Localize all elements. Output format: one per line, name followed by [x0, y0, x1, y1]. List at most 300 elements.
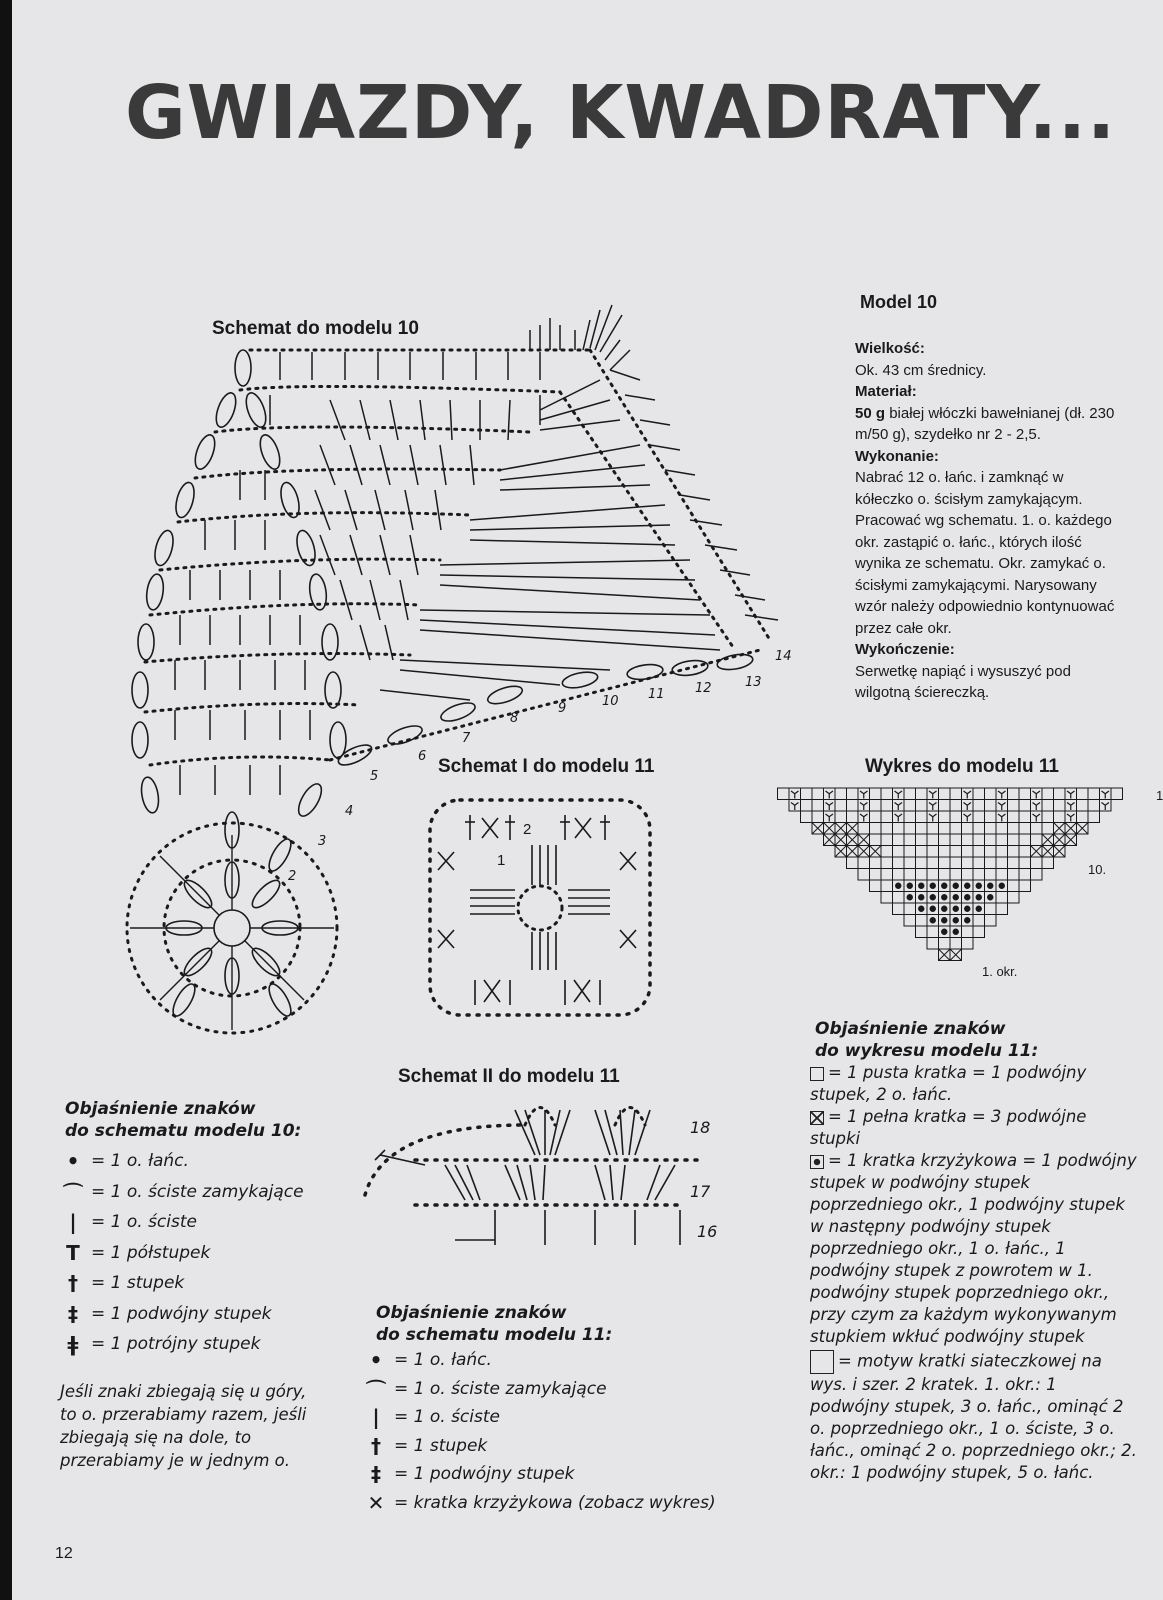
chart-cell — [939, 788, 951, 800]
legend-text: = 1 o. ściste — [394, 1407, 500, 1428]
dot-mark — [941, 906, 947, 912]
chain-symbol: • — [369, 1348, 383, 1373]
chart-cell — [847, 800, 859, 812]
chart-cell — [950, 800, 962, 812]
chart-cell — [1008, 800, 1020, 812]
cross-mark — [824, 823, 836, 835]
v-mark — [791, 791, 799, 799]
round-label: 10 — [602, 694, 619, 709]
schema11-2-title: Schemat II do modelu 11 — [398, 1066, 620, 1087]
chart-cell — [973, 846, 985, 858]
legend11-title-line2: do schematu modelu 11: — [376, 1325, 613, 1345]
chart-cell — [985, 903, 997, 915]
chart-cell — [985, 846, 997, 858]
dot-mark — [953, 929, 959, 935]
chart-cell — [1008, 811, 1020, 823]
legend-text: = 1 półstupek — [91, 1242, 211, 1263]
chart-cell — [962, 834, 974, 846]
legend-chart11-title-line1: Objaśnienie znaków — [815, 1019, 1006, 1039]
model10-description — [855, 338, 1125, 704]
chart-cell — [1019, 811, 1031, 823]
v-mark — [929, 791, 937, 799]
v-mark — [964, 803, 972, 811]
v-mark — [964, 814, 972, 822]
legend10-title-line1: Objaśnienie znaków — [65, 1099, 256, 1119]
legend-item — [55, 1207, 304, 1238]
chart-cell — [1008, 788, 1020, 800]
chart-cell — [916, 857, 928, 869]
chart-cell — [939, 823, 951, 835]
legend-text: = 1 o. łańc. — [91, 1151, 189, 1172]
single-crochet-symbol: | — [69, 1210, 77, 1235]
chart-cell — [939, 834, 951, 846]
round-label: 8 — [510, 711, 519, 726]
chart-cell — [973, 800, 985, 812]
v-mark — [929, 814, 937, 822]
dot-mark — [953, 906, 959, 912]
chart-cell — [778, 788, 790, 800]
round-label: 12 — [695, 681, 712, 696]
v-mark — [1067, 803, 1075, 811]
schema-label: 16 — [697, 1222, 718, 1241]
legend-text: = 1 stupek — [394, 1435, 488, 1456]
chart-cell — [1008, 880, 1020, 892]
schema-label: 17 — [690, 1182, 711, 1201]
legend-text: = 1 podwójny stupek — [394, 1464, 575, 1485]
dot-mark — [964, 906, 970, 912]
legend-item — [358, 1460, 716, 1489]
chart-cell — [1008, 857, 1020, 869]
chart-cell — [881, 892, 893, 904]
chart-cell — [916, 834, 928, 846]
chart11-row1-label: 1. okr. — [982, 964, 1018, 979]
v-mark — [895, 803, 903, 811]
chart-cell — [1054, 800, 1066, 812]
cross-mark — [1031, 846, 1043, 858]
chart-cell — [950, 846, 962, 858]
full-square-icon — [810, 1111, 824, 1125]
model10-title: Model 10 — [860, 292, 938, 312]
dot-mark — [918, 906, 924, 912]
chart-cell — [950, 823, 962, 835]
dot-mark — [930, 917, 936, 923]
legend-text: = motyw kratki siateczkowej na wys. i szer. 2 kratek. 1. okr.: 1 podwójny stupek, 3 o. łańc., ominąć 2 o. poprzedniego okr., 1 o. ściste, 3 o. łańc., ominąć 2 o. poprzedniego okr.; 2. okr.: 1 podwójny stupek, 5 o. łańc. — [810, 1351, 1137, 1482]
treble-symbol: ‡ — [371, 1462, 381, 1487]
dot-mark — [976, 894, 982, 900]
finish-text: Serwetkę napiąć i wysuszyć pod wilgotną ściereczką. — [855, 662, 1071, 701]
slip-stitch-symbol: ⌒ — [63, 1181, 83, 1206]
execution-text: Nabrać 12 o. łańc. i zamknąć w kółeczko o. ścisłym zamykającym. Pracować wg schematu. 1. o. każdego okr. zastąpić o. łańc., których ilość wynika ze schematu. Okr. zamykać o. ścisłymi zamykającymi. Narysowany wzór należy odpowiednio kontynuować przez całe okr. — [855, 469, 1115, 637]
schema11-2-diagram — [355, 1085, 755, 1270]
dot-mark — [999, 883, 1005, 889]
chart-cell — [985, 800, 997, 812]
chart-cell — [916, 800, 928, 812]
v-mark — [860, 814, 868, 822]
v-mark — [826, 791, 834, 799]
chart-cell — [812, 811, 824, 823]
chart-cell — [858, 869, 870, 881]
chart-cell — [870, 857, 882, 869]
chart-cell — [1111, 788, 1123, 800]
chart-cell — [985, 857, 997, 869]
chart-cell — [996, 823, 1008, 835]
dot-mark — [941, 894, 947, 900]
chart-cell — [1077, 788, 1089, 800]
chart-cell — [927, 846, 939, 858]
v-mark — [964, 791, 972, 799]
legend-text: = 1 potrójny stupek — [91, 1334, 261, 1355]
chart-cell — [916, 823, 928, 835]
empty-square-icon — [810, 1067, 824, 1081]
chart-cell — [962, 846, 974, 858]
dot-mark — [941, 883, 947, 889]
legend-chart11-title-line2: do wykresu modelu 11: — [815, 1041, 1039, 1061]
chart-cell — [1008, 869, 1020, 881]
chart-cell — [927, 857, 939, 869]
chart-cell — [950, 938, 962, 950]
legend-item — [55, 1268, 304, 1299]
cross-mark — [824, 834, 836, 846]
legend11-list — [358, 1346, 716, 1517]
chart-cell — [927, 869, 939, 881]
chart-cell — [1088, 788, 1100, 800]
chart-cell — [904, 800, 916, 812]
dot-mark — [930, 894, 936, 900]
legend-text: = 1 pełna kratka = 3 podwójne stupki — [810, 1107, 1087, 1148]
cross-mark — [1065, 834, 1077, 846]
dot-mark — [953, 917, 959, 923]
dot-mark — [953, 883, 959, 889]
chart-cell — [962, 869, 974, 881]
cross-mark — [950, 949, 962, 961]
chart-cell — [950, 834, 962, 846]
chart-cell — [985, 788, 997, 800]
size-label: Wielkość: — [855, 340, 925, 357]
v-mark — [1102, 803, 1110, 811]
chart-cell — [985, 869, 997, 881]
half-double-symbol: T — [66, 1240, 80, 1265]
dot-mark — [976, 906, 982, 912]
chart-cell — [962, 857, 974, 869]
v-mark — [791, 803, 799, 811]
cross-mark — [1054, 834, 1066, 846]
legend-item — [55, 1299, 304, 1330]
chart-cell — [927, 834, 939, 846]
chart11-grid — [780, 784, 1150, 984]
round-label: 2 — [288, 869, 297, 884]
chart-cell — [1008, 834, 1020, 846]
chart-cell — [1019, 823, 1031, 835]
chart-cell — [1042, 857, 1054, 869]
v-mark — [998, 814, 1006, 822]
cross-mark — [1077, 823, 1089, 835]
v-mark — [998, 803, 1006, 811]
cross-mark — [835, 823, 847, 835]
cross-mark — [1042, 846, 1054, 858]
page-title: GWIAZDY, KWADRATY... — [125, 70, 1117, 156]
chart-cell — [1019, 788, 1031, 800]
legend-text: = 1 o. ściste zamykające — [394, 1378, 607, 1399]
chart-cell — [870, 811, 882, 823]
chart-cell — [996, 846, 1008, 858]
round-label: 6 — [418, 749, 427, 764]
legend10-title — [65, 1098, 301, 1142]
chart-cell — [1088, 811, 1100, 823]
chart-cell — [973, 811, 985, 823]
chart-cell — [1077, 811, 1089, 823]
chart-cell — [985, 823, 997, 835]
dot-mark — [953, 894, 959, 900]
v-mark — [1033, 814, 1041, 822]
treble-symbol: ‡ — [68, 1301, 78, 1326]
legend-item — [358, 1346, 716, 1375]
chart-cell — [973, 915, 985, 927]
schema-label: 18 — [690, 1118, 711, 1137]
slip-stitch-symbol: ⌒ — [366, 1378, 386, 1403]
chart-cell — [996, 903, 1008, 915]
chart-cell — [1019, 846, 1031, 858]
legend10-note: Jeśli znaki zbiegają się u góry, to o. przerabiamy razem, jeśli zbiegają się na dole, to przerabiamy je w jednym o. — [60, 1382, 307, 1470]
chart-cell — [904, 915, 916, 927]
dot-mark — [895, 883, 901, 889]
legend-item — [810, 1062, 1140, 1106]
legend-chart11-title — [815, 1018, 1038, 1062]
legend-item — [55, 1238, 304, 1269]
chart-cell — [1019, 834, 1031, 846]
legend-item — [358, 1432, 716, 1461]
round-label: 13 — [745, 675, 762, 690]
chart-cell — [904, 788, 916, 800]
chart-cell — [904, 823, 916, 835]
chart-cell — [1031, 869, 1043, 881]
legend-item — [55, 1329, 304, 1360]
legend-item — [55, 1146, 304, 1177]
chart-cell — [996, 834, 1008, 846]
chart-cell — [939, 846, 951, 858]
chart-cell — [950, 788, 962, 800]
chart-cell — [962, 926, 974, 938]
chart-cell — [985, 834, 997, 846]
chart-cell — [881, 823, 893, 835]
cross-mark — [1042, 834, 1054, 846]
cross-mark — [835, 834, 847, 846]
legend-text: = 1 o. ściste zamykające — [91, 1181, 304, 1202]
round-label: 3 — [318, 834, 327, 849]
dot-mark — [930, 906, 936, 912]
chart-cell — [881, 788, 893, 800]
v-mark — [1067, 791, 1075, 799]
schema-label: 1 — [497, 852, 506, 869]
legend-item — [55, 1177, 304, 1208]
cross-mark — [1054, 823, 1066, 835]
chart-cell — [962, 823, 974, 835]
v-mark — [1067, 814, 1075, 822]
schema11-1-diagram — [420, 790, 660, 1030]
chart-cell — [996, 869, 1008, 881]
chart-cell — [904, 857, 916, 869]
v-mark — [826, 814, 834, 822]
chart-cell — [881, 880, 893, 892]
chart-cell — [1054, 811, 1066, 823]
chart-cell — [1031, 857, 1043, 869]
v-mark — [929, 803, 937, 811]
chart-cell — [835, 800, 847, 812]
finish-label: Wykończenie: — [855, 641, 955, 658]
chart-cell — [916, 869, 928, 881]
round-label: 7 — [462, 731, 471, 746]
v-mark — [1102, 791, 1110, 799]
chart-cell — [916, 915, 928, 927]
chart11-title: Wykres do modelu 11 — [865, 756, 1059, 777]
chart-cell — [858, 823, 870, 835]
cross-mark — [835, 846, 847, 858]
legend-chart11-list — [810, 1062, 1140, 1484]
dot-mark — [964, 917, 970, 923]
cross-mark — [847, 823, 859, 835]
chart-cell — [904, 846, 916, 858]
chart-cell — [1031, 834, 1043, 846]
dot-mark — [976, 883, 982, 889]
chart-cell — [893, 834, 905, 846]
chart-cell — [847, 857, 859, 869]
legend-item — [810, 1150, 1140, 1348]
schema10-title: Schemat do modelu 10 — [212, 318, 419, 339]
chart-cell — [962, 938, 974, 950]
legend-item — [358, 1375, 716, 1404]
chart-cell — [881, 869, 893, 881]
chart-cell — [847, 811, 859, 823]
chart-cell — [893, 846, 905, 858]
chart-cell — [835, 811, 847, 823]
chart-cell — [893, 892, 905, 904]
chart-cell — [881, 834, 893, 846]
legend-item — [358, 1403, 716, 1432]
chart-cell — [916, 926, 928, 938]
dot-mark — [987, 894, 993, 900]
round-label: 4 — [345, 804, 354, 819]
legend-text: = 1 podwójny stupek — [91, 1303, 272, 1324]
chart11-edge-label: 1 — [1156, 788, 1163, 803]
chart-cell — [1042, 788, 1054, 800]
legend10-title-line2: do schematu modelu 10: — [65, 1121, 302, 1141]
legend-item — [810, 1106, 1140, 1150]
legend11-title — [376, 1302, 612, 1346]
v-mark — [1033, 803, 1041, 811]
chart-cell — [870, 823, 882, 835]
single-crochet-symbol: | — [372, 1405, 380, 1430]
schema-label: 2 — [523, 821, 532, 838]
cross-square-icon — [810, 1155, 824, 1169]
chart-cell — [870, 834, 882, 846]
execution-label: Wykonanie: — [855, 447, 939, 465]
size-text: Ok. 43 cm średnicy. — [855, 361, 987, 379]
material-weight: 50 g — [855, 404, 886, 422]
double-crochet-symbol: † — [68, 1271, 78, 1296]
dot-mark — [941, 917, 947, 923]
chart-cell — [870, 788, 882, 800]
chart-cell — [801, 811, 813, 823]
chart-cell — [916, 811, 928, 823]
chart-cell — [939, 938, 951, 950]
round-label: 5 — [370, 769, 379, 784]
cross-mark — [858, 834, 870, 846]
chart-cell — [812, 788, 824, 800]
chart-cell — [1019, 857, 1031, 869]
dot-mark — [918, 883, 924, 889]
cross-mark — [870, 846, 882, 858]
chart-cell — [939, 869, 951, 881]
material-label: Materiał: — [855, 383, 917, 400]
chart-cell — [916, 788, 928, 800]
chart-cell — [904, 903, 916, 915]
chart-cell — [870, 800, 882, 812]
chart-cell — [881, 846, 893, 858]
mesh-motif-icon — [810, 1350, 834, 1374]
cross-stitch-symbol: ✕ — [367, 1490, 385, 1515]
chart-cell — [939, 800, 951, 812]
chart-cell — [1042, 811, 1054, 823]
chart-cell — [893, 857, 905, 869]
dot-mark — [930, 883, 936, 889]
chart-cell — [847, 788, 859, 800]
chart-cell — [1008, 846, 1020, 858]
v-mark — [895, 791, 903, 799]
cross-mark — [939, 949, 951, 961]
chart-cell — [973, 823, 985, 835]
chart-cell — [1042, 823, 1054, 835]
chart-cell — [893, 869, 905, 881]
chart-cell — [1031, 823, 1043, 835]
chart-cell — [950, 857, 962, 869]
chart-cell — [973, 834, 985, 846]
v-mark — [860, 791, 868, 799]
chart-cell — [996, 892, 1008, 904]
cross-mark — [847, 834, 859, 846]
chart-cell — [801, 788, 813, 800]
material-text: białej włóczki bawełnianej (dł. 230 m/50 g), szydełko nr 2 - 2,5. — [855, 404, 1115, 443]
legend-text: = 1 o. ściste — [91, 1212, 197, 1233]
cross-mark — [847, 846, 859, 858]
triple-treble-symbol: ǂ — [67, 1332, 79, 1357]
chart-cell — [950, 869, 962, 881]
chart-cell — [927, 926, 939, 938]
chart-cell — [1042, 800, 1054, 812]
legend10-list — [55, 1146, 304, 1360]
chart-cell — [939, 857, 951, 869]
chart-cell — [904, 811, 916, 823]
page-number: 12 — [55, 1545, 73, 1562]
chart-cell — [973, 926, 985, 938]
chart-cell — [939, 811, 951, 823]
chart-cell — [870, 880, 882, 892]
chart-cell — [904, 869, 916, 881]
dot-mark — [907, 883, 913, 889]
chart-cell — [893, 823, 905, 835]
chart-cell — [916, 846, 928, 858]
chart-cell — [1008, 823, 1020, 835]
cross-mark — [1054, 846, 1066, 858]
legend-text: = 1 pusta kratka = 1 podwójny stupek, 2 o. łańc. — [810, 1063, 1087, 1104]
dot-mark — [941, 929, 947, 935]
chart-cell — [904, 834, 916, 846]
chart-cell — [881, 857, 893, 869]
cross-mark — [812, 823, 824, 835]
chart-cell — [973, 869, 985, 881]
v-mark — [998, 791, 1006, 799]
chart-cell — [1088, 800, 1100, 812]
double-crochet-symbol: † — [371, 1433, 381, 1458]
cross-mark — [858, 846, 870, 858]
